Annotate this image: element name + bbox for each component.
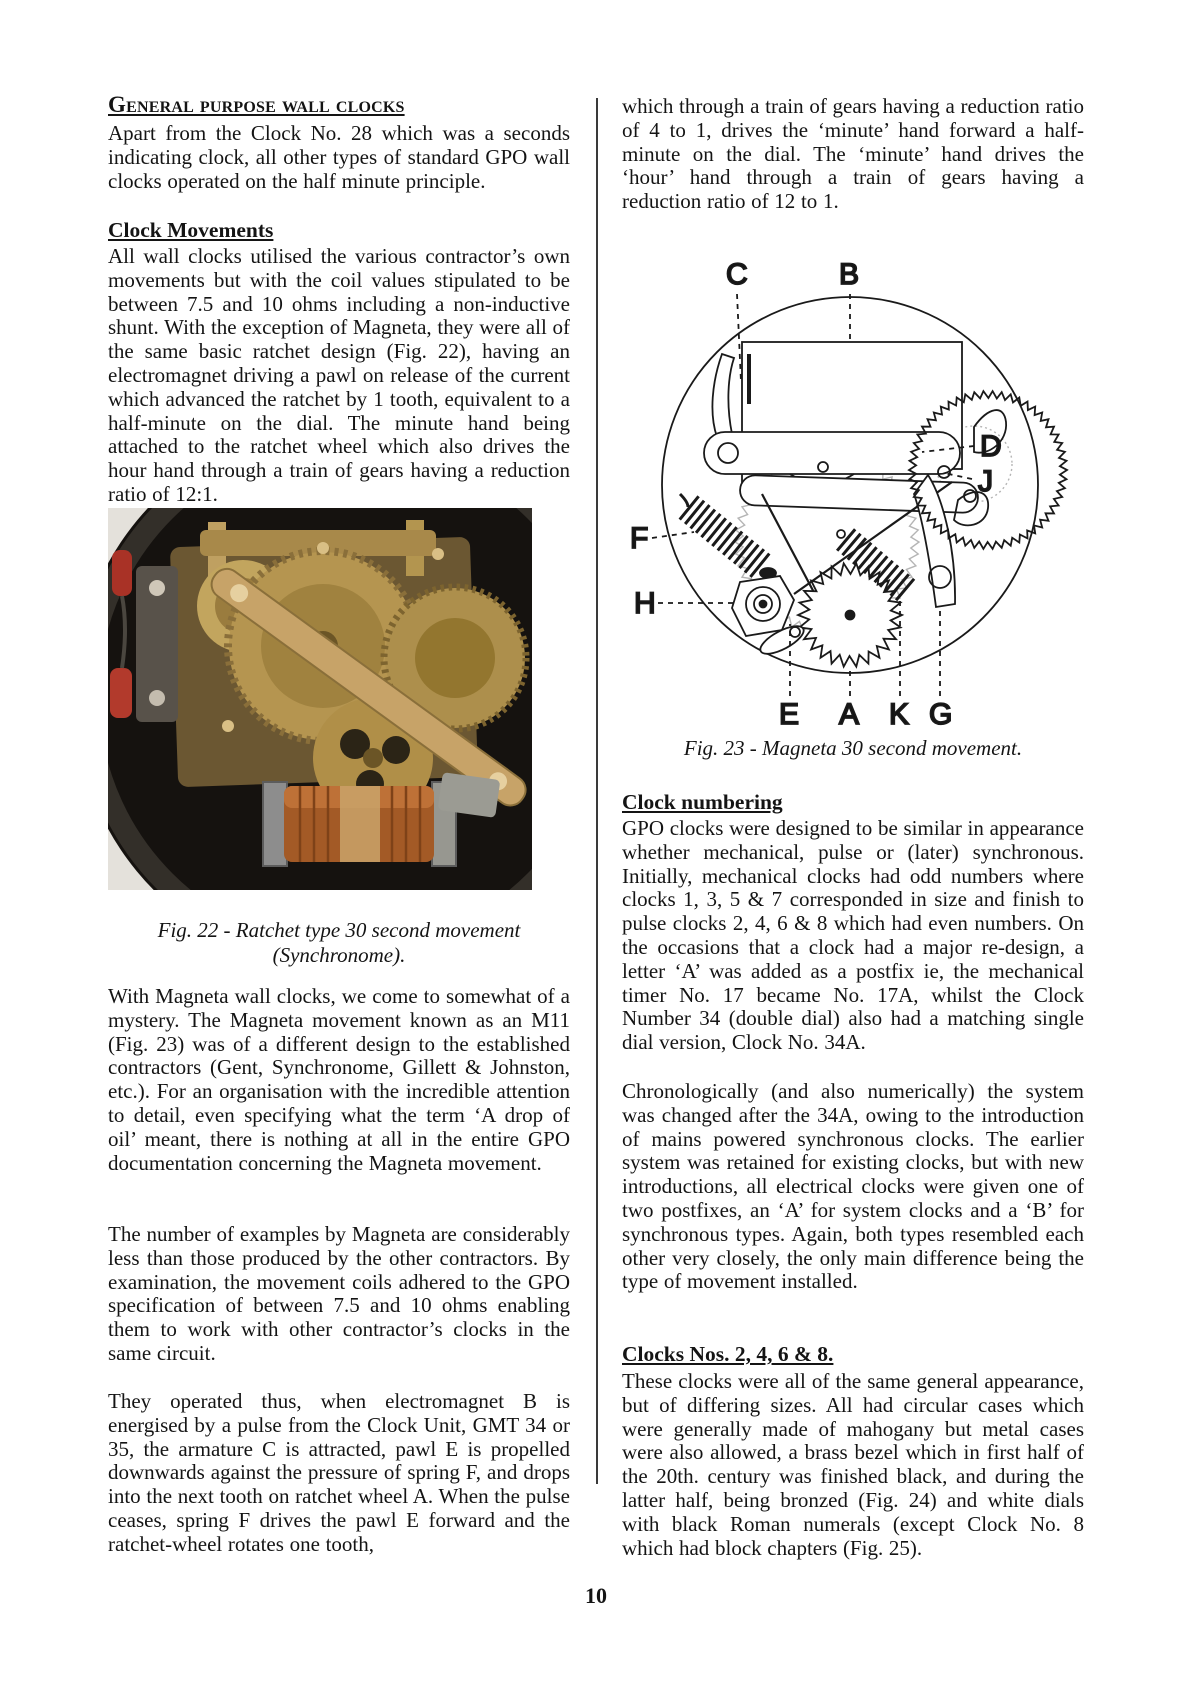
fig22-caption: Fig. 22 - Ratchet type 30 second movement (Synchronome). xyxy=(157,918,521,967)
svg-text:K: K xyxy=(889,698,910,731)
paragraph-intro: Apart from the Clock No. 28 which was a seconds indicating clock, all other types of standard GPO wall clocks operated on the half minute principle. xyxy=(108,121,570,193)
paragraph-magneta-examples: The number of examples by Magneta are considerably less than those produced by the other contractors. By examination, the movement coils adhered to the GPO specification of between 7.5 and 10 ohms enabling them to work with other contractor’s clocks in the same circuit. xyxy=(108,1222,570,1365)
paragraph-clock-movements: All wall clocks utilised the various contractor’s own movements but with the coil values stipulated to be between 7.5 and 10 ohms including a non-inductive shunt. With the exception of Magneta, they were all of the same basic ratchet design (Fig. 22), having an electromagnet driving a pawl on release of the current which advanced the ratchet by 1 tooth, equivalent to a half-minute on the dial. The minute hand being attached to the ratchet wheel which also drives the hour hand through a train of gears having a reduction ratio of 12:1. xyxy=(108,244,570,506)
page-number: 10 xyxy=(585,1583,607,1608)
heading-clocks-2468: Clocks Nos. 2, 4, 6 & 8. xyxy=(622,1342,834,1366)
svg-text:B: B xyxy=(839,258,860,291)
svg-text:J: J xyxy=(978,465,993,498)
svg-text:A: A xyxy=(839,698,860,731)
svg-text:G: G xyxy=(929,698,953,731)
fig23-diagram xyxy=(622,232,1084,732)
clock-case-photo xyxy=(108,508,532,890)
paragraph-postfix-system: Chronologically (and also numerically) the system was changed after the 34A, owing to the introduction of mains powered synchronous clocks. The earlier system was retained for existing clocks, but with new introductions, all electrical clocks were given one of two postfixes, an ‘A’ for system clocks and a ‘B’ for synchronous types. Again, both types resembled each other very closely, the only main difference being the type of movement installed. xyxy=(622,1079,1084,1294)
svg-text:E: E xyxy=(779,698,800,731)
paragraph-gear-train: which through a train of gears having a reduction ratio of 4 to 1, drives the ‘minute’ hand forward a half-minute on the dial. The ‘minute’ hand drives the ‘hour’ hand through a train of gears having a reduction ratio of 12 to 1. xyxy=(622,94,1084,214)
svg-text:H: H xyxy=(634,587,656,620)
heading-clock-movements: Clock Movements xyxy=(108,218,274,242)
column-divider xyxy=(596,98,598,1484)
heading-general-purpose-wall-clocks: General purpose wall clocks xyxy=(108,92,405,117)
magneta-movement-drawing xyxy=(630,258,1067,731)
paragraph-clocks-2468: These clocks were all of the same general appearance, but of differing sizes. All had circular cases which were generally made of mahogany but metal cases were also allowed, a brass bezel which in first half of the 20th. century was finished black, and during the latter half, being bronzed (Fig. 24) and white dials with black Roman numerals (except Clock No. 8 which had block chapters (Fig. 25). xyxy=(622,1369,1084,1560)
paragraph-operation: They operated thus, when electromagnet B is energised by a pulse from the Clock Unit, GMT 34 or 35, the armature C is attracted, pawl E is propelled downwards against the pressure of spring F, and drops into the next tooth on ratchet wheel A. When the pulse ceases, spring F drives the pawl E forward and the ratchet-wheel rotates one tooth, xyxy=(108,1389,570,1556)
paragraph-magneta-mystery: With Magneta wall clocks, we come to somewhat of a mystery. The Magneta movement known as an M11 (Fig. 23) was of a different design to the established contractors (Gent, Synchronome, Gillett & Johnston, etc.). For an organisation with the incredible attention to detail, even specifying what the term ‘A drop of oil’ meant, there is nothing at all in the entire GPO documentation concerning the Magneta movement. xyxy=(108,984,570,1175)
svg-text:D: D xyxy=(980,430,1002,463)
svg-text:C: C xyxy=(726,258,748,291)
svg-text:F: F xyxy=(630,522,649,555)
fig22-photo xyxy=(108,508,532,890)
fig23-caption: Fig. 23 - Magneta 30 second movement. xyxy=(683,736,1023,760)
heading-clock-numbering: Clock numbering xyxy=(622,790,783,814)
copper-coil xyxy=(263,782,456,866)
paragraph-numbering: GPO clocks were designed to be similar in appearance whether mechanical, pulse or (later) synchronous. Initially, mechanical clocks had odd numbers where clocks 1, 3, 5 & 7 corresponded in size and finish to pulse clocks 2, 4, 6 & 8 which had even numbers. On the occasions that a clock had a major re-design, a letter ‘A’ was added as a postfix ie, the mechanical timer No. 17 became No. 17A, whilst the Clock Number 34 (double dial) also had a matching single dial version, Clock No. 34A. xyxy=(622,816,1084,1055)
